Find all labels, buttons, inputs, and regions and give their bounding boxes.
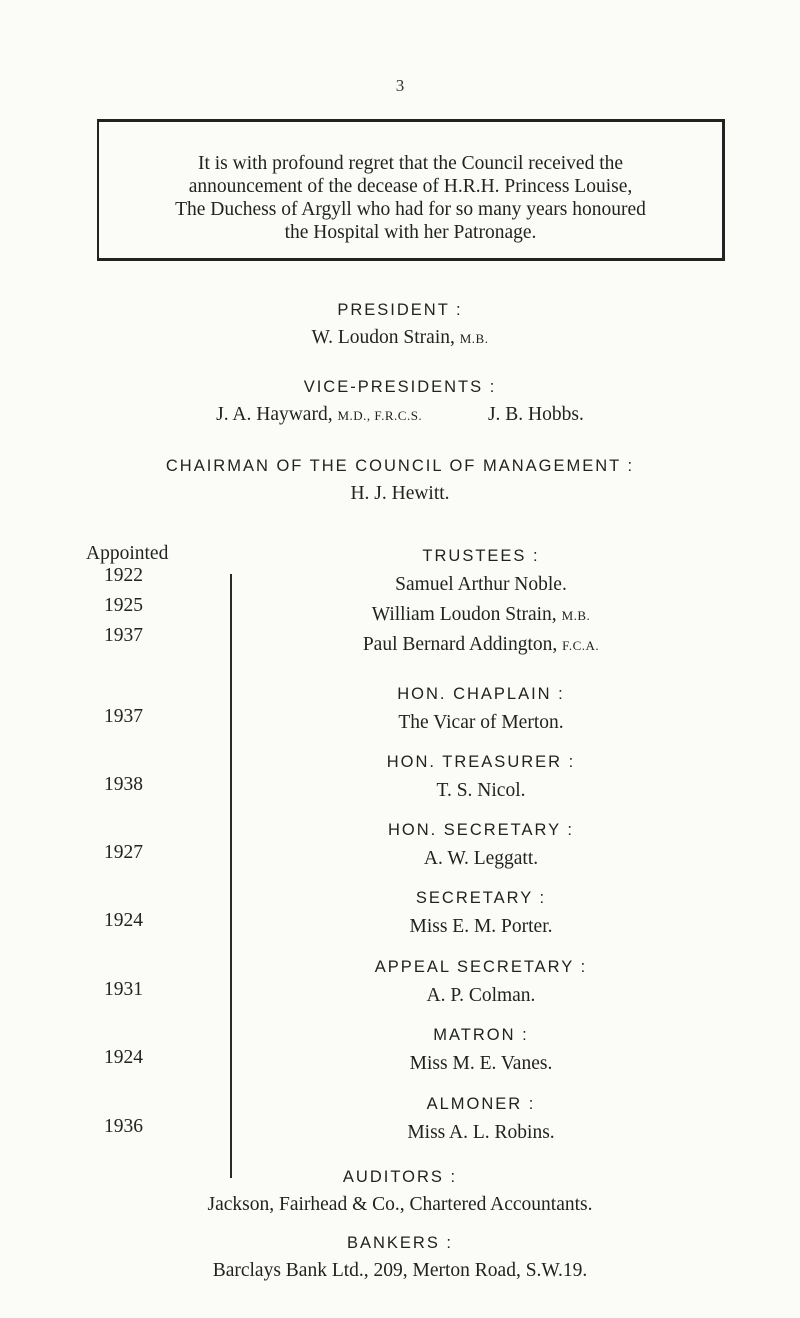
officer-section xyxy=(232,816,730,874)
vice-presidents-section xyxy=(0,374,800,429)
appointed-year: 1937 xyxy=(104,706,143,727)
appointed-year: 1927 xyxy=(104,842,143,863)
appointed-year: 1938 xyxy=(104,774,143,795)
officer-heading: HON. CHAPLAIN : xyxy=(397,685,565,703)
vice-president-degree: M.D., F.R.C.S. xyxy=(337,408,423,423)
page-number: 3 xyxy=(395,76,405,95)
condolence-notice xyxy=(97,119,725,261)
auditors-name: Jackson, Fairhead & Co., Chartered Accountants. xyxy=(207,1194,593,1215)
bankers-name: Barclays Bank Ltd., 209, Merton Road, S.W.19. xyxy=(212,1260,588,1281)
chairman-name: H. J. Hewitt. xyxy=(350,483,450,504)
officer-name: A. P. Colman. xyxy=(426,985,536,1006)
president-name xyxy=(0,324,800,352)
president-name-text: W. Loudon Strain, xyxy=(311,327,455,348)
chairman-heading: CHAIRMAN OF THE COUNCIL OF MANAGEMENT : xyxy=(165,457,635,475)
bankers-heading: BANKERS : xyxy=(346,1234,454,1252)
officer-heading: HON. SECRETARY : xyxy=(387,821,575,839)
trustee-name: Samuel Arthur Noble. xyxy=(395,574,567,595)
officer-name: T. S. Nicol. xyxy=(436,780,526,801)
notice-line: The Duchess of Argyll who had for so many years honoured xyxy=(175,199,646,220)
trustees-section xyxy=(232,542,730,660)
trustees-heading: TRUSTEES : xyxy=(422,547,540,565)
appointed-column-heading: Appointed xyxy=(86,543,169,564)
appointed-year: 1925 xyxy=(104,595,143,616)
vice-presidents-names xyxy=(0,401,800,429)
officer-section xyxy=(232,884,730,942)
president-heading: PRESIDENT : xyxy=(337,301,463,319)
officer-heading: APPEAL SECRETARY : xyxy=(374,958,588,976)
column-divider xyxy=(230,574,232,1178)
appointed-year: 1922 xyxy=(104,565,143,586)
trustee-name: Paul Bernard Addington, F.C.A. xyxy=(362,634,600,655)
officer-section xyxy=(232,1090,730,1148)
auditors-section xyxy=(0,1164,800,1219)
bankers-section xyxy=(0,1230,800,1285)
vice-president-name: J. A. Hayward, xyxy=(216,404,333,425)
president-section xyxy=(0,297,800,352)
officer-heading: MATRON : xyxy=(433,1026,529,1044)
officer-name: Miss M. E. Vanes. xyxy=(409,1053,553,1074)
officer-section xyxy=(232,953,730,1011)
vice-presidents-heading: VICE-PRESIDENTS : xyxy=(303,378,497,396)
appointed-year: 1924 xyxy=(104,1047,143,1068)
officer-section xyxy=(232,748,730,806)
officer-name: A. W. Leggatt. xyxy=(423,848,539,869)
chairman-section xyxy=(0,453,800,508)
appointed-year: 1931 xyxy=(104,979,143,1000)
trustee-name: William Loudon Strain, M.B. xyxy=(371,604,591,625)
officer-heading: HON. TREASURER : xyxy=(386,753,576,771)
notice-line: the Hospital with her Patronage. xyxy=(284,222,537,243)
officer-heading: SECRETARY : xyxy=(415,889,547,907)
officer-name: The Vicar of Merton. xyxy=(398,712,564,733)
officer-section xyxy=(232,680,730,738)
president-degree: M.B. xyxy=(459,331,489,346)
officer-name: Miss A. L. Robins. xyxy=(407,1122,555,1143)
vice-president-name: J. B. Hobbs. xyxy=(487,404,584,425)
appointed-year: 1937 xyxy=(104,625,143,646)
notice-line: announcement of the decease of H.R.H. Princess Louise, xyxy=(188,176,633,197)
officer-heading: ALMONER : xyxy=(426,1095,536,1113)
auditors-heading: AUDITORS : xyxy=(342,1168,458,1186)
officer-section xyxy=(232,1021,730,1079)
notice-line: It is with profound regret that the Council received the xyxy=(197,153,624,174)
appointed-year: 1936 xyxy=(104,1116,143,1137)
appointed-year: 1924 xyxy=(104,910,143,931)
officer-name: Miss E. M. Porter. xyxy=(409,916,553,937)
